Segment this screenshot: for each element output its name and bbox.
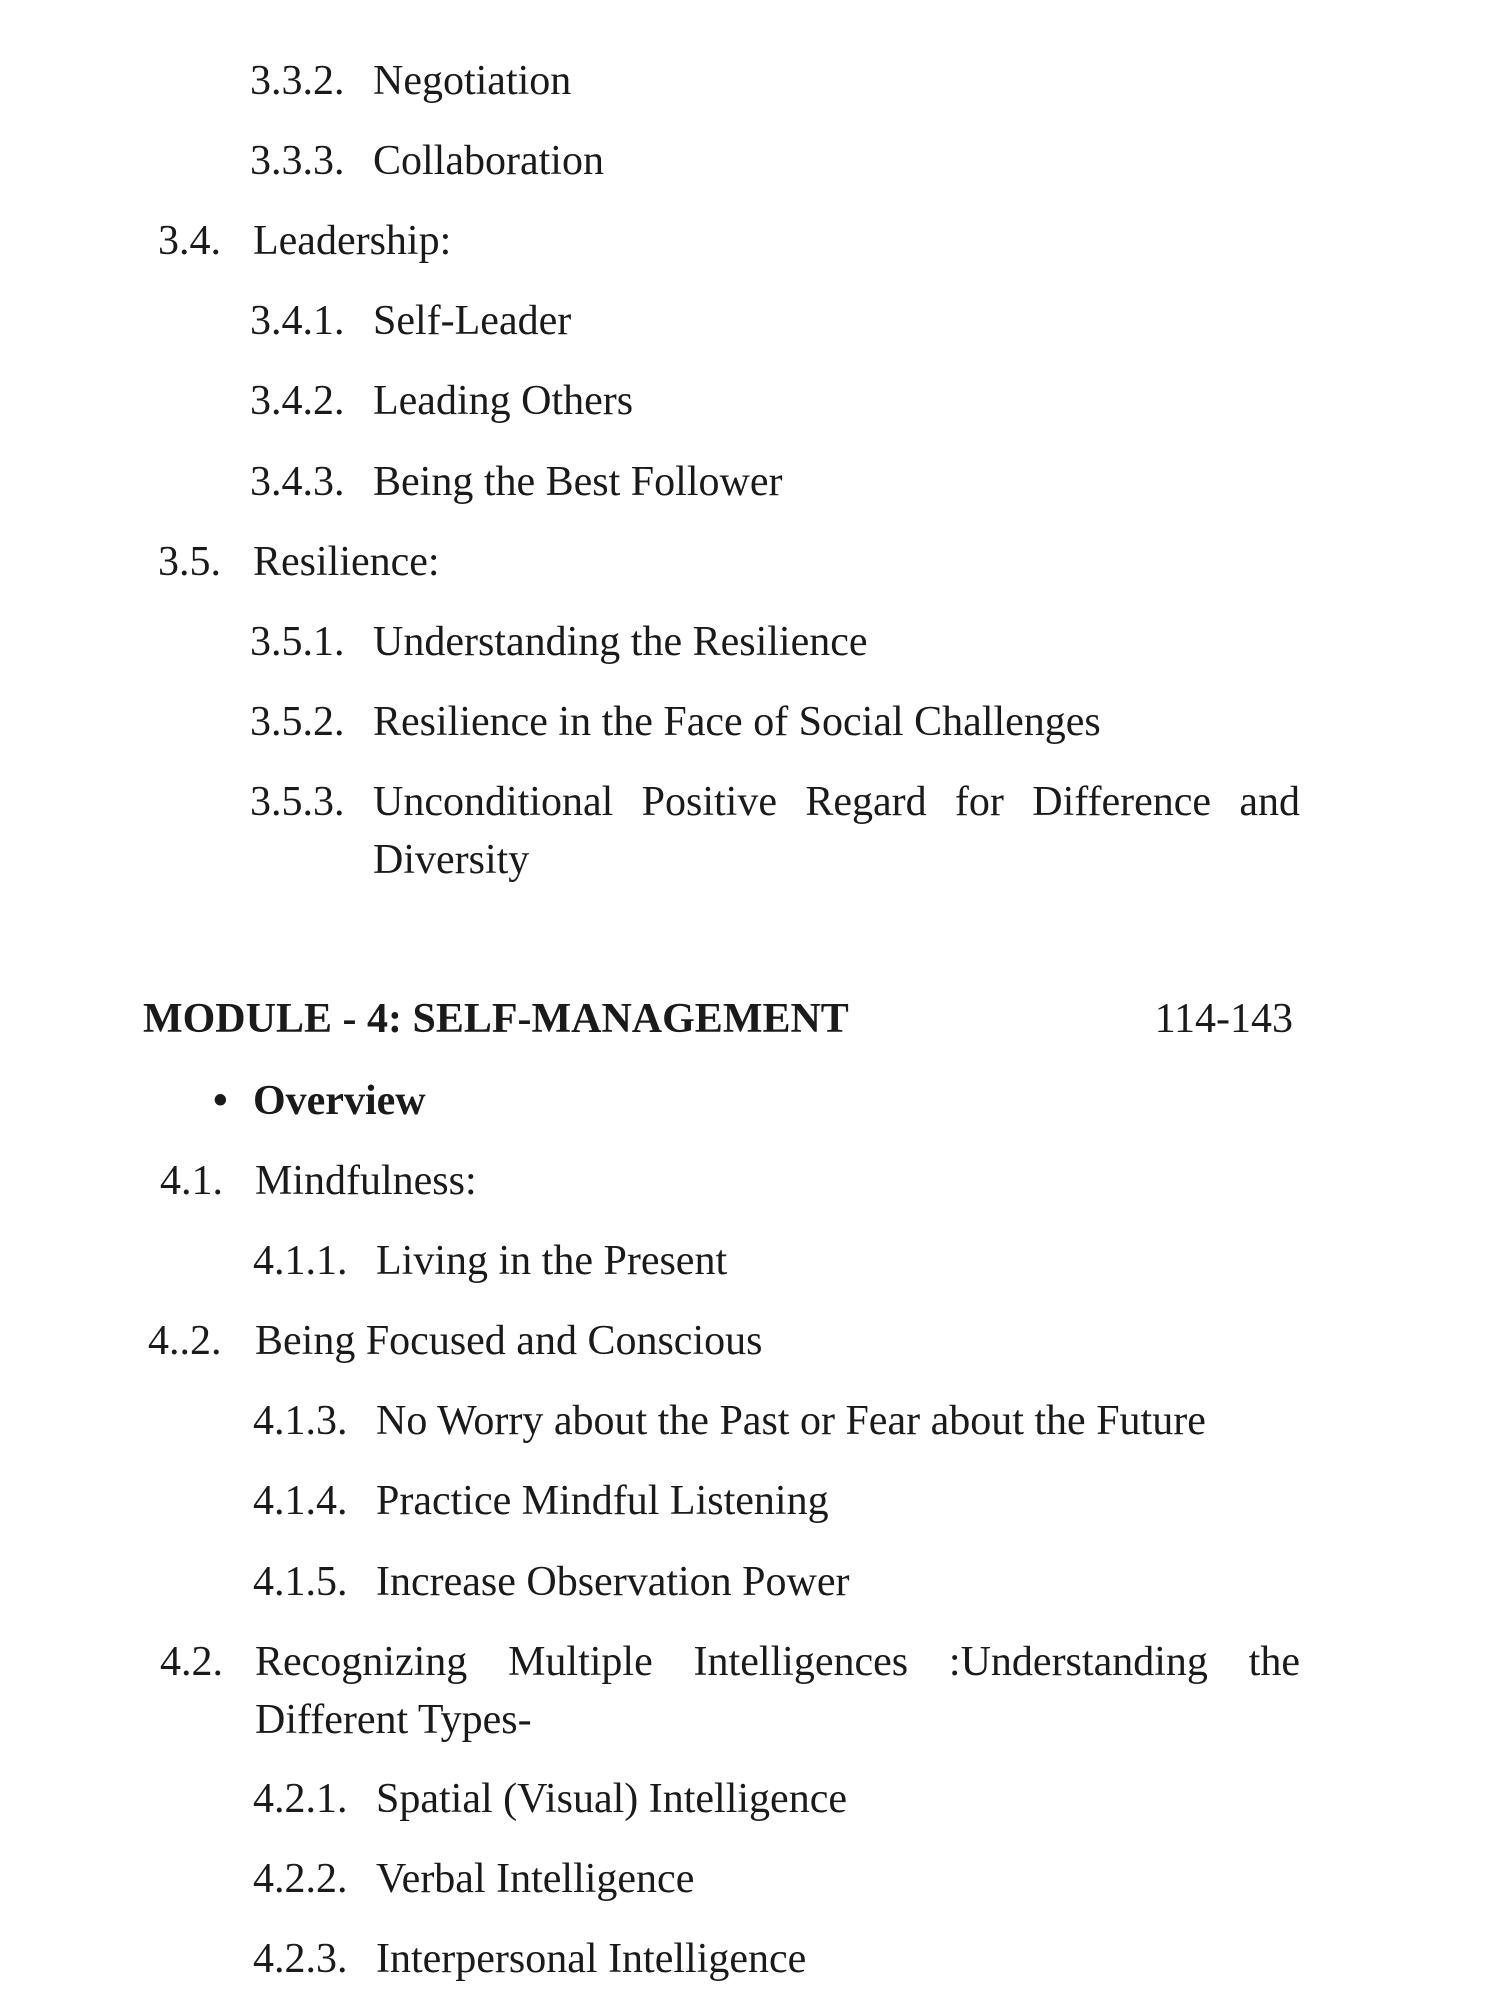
toc-entry-title: Spatial (Visual) Intelligence [376,1776,847,1822]
toc-entry-title: Verbal Intelligence [376,1856,695,1902]
toc-entry-title: Resilience in the Face of Social Challenges [373,699,1101,745]
toc-entry-title: Understanding the Resilience [373,619,868,665]
toc-entry-title: Mindfulness: [255,1158,477,1204]
toc-entry-title: Leading Others [373,378,634,424]
toc-entry-number: 3.3.2. [250,58,345,104]
toc-entry-title: Leadership: [253,218,452,264]
toc-entry-number: 3.5.1. [250,619,345,665]
toc-entry-number: 3.4.2. [250,378,345,424]
module-heading [143,990,1293,1048]
toc-entry-title: Being Focused and Conscious [255,1318,763,1364]
toc-entry-4-2 [160,1633,1300,1753]
toc-entry-title: Practice Mindful Listening [376,1478,829,1524]
toc-entry-number: 4.2.2. [253,1856,348,1902]
toc-entry-number: 4.1.1. [253,1238,348,1284]
toc-entry-number: 4.2.1. [253,1776,348,1822]
toc-entry-title: No Worry about the Past or Fear about the Future [376,1398,1206,1444]
toc-entry-number: 3.4.1. [250,298,345,344]
toc-entry-number: 3.5.3. [250,779,345,825]
toc-entry-number: 3.4. [158,218,221,264]
toc-entry-number: 4.1.4. [253,1478,348,1524]
toc-entry-title: Interpersonal Intelligence [376,1936,807,1982]
toc-entry-title: Unconditional Positive Regard for Difference and Diversity [373,779,1300,883]
toc-entry-number: 4..2. [148,1318,222,1364]
bullet-icon: • [213,1078,228,1124]
toc-entry-number: 4.1.3. [253,1398,348,1444]
toc-entry-title: Living in the Present [376,1238,728,1284]
toc-entry-number: 3.3.3. [250,138,345,184]
toc-entry-title: Increase Observation Power [376,1559,850,1605]
toc-entry-number: 3.5. [158,539,221,585]
module-title: MODULE - 4: SELF-MANAGEMENT [143,996,849,1042]
module-page-range: 114-143 [1154,996,1293,1042]
toc-entry-number: 4.1. [160,1158,223,1204]
toc-entry-title: Collaboration [373,138,604,184]
toc-entry-number: 4.1.5. [253,1559,348,1605]
toc-entry-title: Recognizing Multiple Intelligences :Understanding the Different Types- [255,1639,1300,1743]
toc-entry-3-5-3 [250,773,1300,893]
toc-entry-title: Self-Leader [373,298,572,344]
overview-label: Overview [253,1078,426,1124]
overview-entry [213,1072,426,1130]
toc-entry-number: 4.2.3. [253,1936,348,1982]
toc-entry-title: Being the Best Follower [373,459,783,505]
toc-entry-number: 4.2. [160,1639,223,1685]
toc-entry-title: Negotiation [373,58,572,104]
toc-entry-number: 3.4.3. [250,459,345,505]
toc-entry-title: Resilience: [253,539,440,585]
toc-entry-number: 3.5.2. [250,699,345,745]
